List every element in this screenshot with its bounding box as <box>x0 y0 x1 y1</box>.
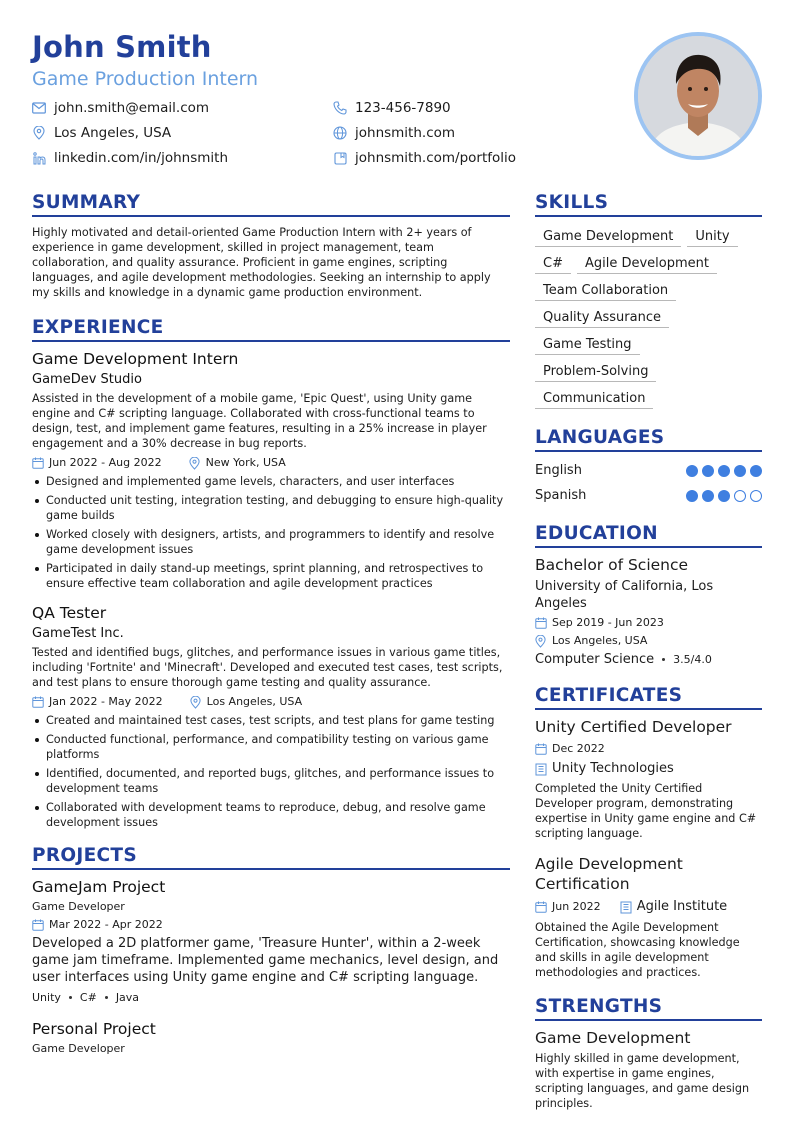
level-dot-filled <box>686 465 698 477</box>
education-field: Computer Science <box>535 652 655 667</box>
candidate-name: John Smith <box>32 30 212 64</box>
portfolio-text: johnsmith.com/portfolio <box>355 150 517 166</box>
education-location-row <box>535 634 762 647</box>
job-bullet: Identified, documented, and reported bugs, glitches, and performance issues to development teams <box>32 766 510 796</box>
calendar-icon <box>535 617 547 629</box>
job-bullets <box>32 474 510 591</box>
contact-website[interactable] <box>333 125 455 141</box>
calendar-icon <box>32 919 44 931</box>
level-dot-filled <box>686 490 698 502</box>
language-row <box>535 483 762 508</box>
phone-text: 123-456-7890 <box>355 100 451 116</box>
strength-item <box>535 1029 762 1111</box>
certificate-date: Jun 2022 <box>552 900 601 913</box>
profile-photo <box>634 32 762 160</box>
skills-list <box>535 225 762 414</box>
location-pin-icon <box>190 696 202 708</box>
language-name: Spanish <box>535 488 587 503</box>
linkedin-icon <box>32 151 46 165</box>
language-level <box>686 465 762 477</box>
education-dates: Sep 2019 - Jun 2023 <box>552 616 664 629</box>
candidate-role: Game Production Intern <box>32 68 259 90</box>
level-dot-filled <box>718 465 730 477</box>
experience-item <box>32 604 510 830</box>
languages-heading: LANGUAGES <box>535 427 762 452</box>
contact-email[interactable] <box>32 100 209 116</box>
job-bullet: Conducted unit testing, integration testing, and debugging to ensure high-quality game builds <box>32 493 510 523</box>
certificate-title: Unity Certified Developer <box>535 718 732 736</box>
language-level <box>686 490 762 502</box>
skill-tag: Problem-Solving <box>535 364 656 382</box>
project-tag: Unity <box>32 991 61 1004</box>
languages-list <box>535 458 762 508</box>
project-item <box>32 878 510 1004</box>
job-bullet: Participated in daily stand-up meetings, sprint planning, and retrospectives to ensure effective team collaboration and agile development practices <box>32 561 510 591</box>
left-column <box>32 192 510 1055</box>
level-dot-filled <box>750 465 762 477</box>
certificate-date: Dec 2022 <box>552 742 605 755</box>
globe-icon <box>333 126 347 140</box>
project-meta <box>32 918 510 931</box>
certificate-issuer-row <box>535 761 762 776</box>
experience-heading: EXPERIENCE <box>32 317 510 342</box>
projects-heading: PROJECTS <box>32 845 510 870</box>
education-heading: EDUCATION <box>535 523 762 548</box>
certificates-heading: CERTIFICATES <box>535 685 762 710</box>
project-tags <box>32 991 510 1004</box>
company-name: GameDev Studio <box>32 372 142 387</box>
level-dot-filled <box>702 490 714 502</box>
website-text: johnsmith.com <box>355 125 456 141</box>
level-dot-empty <box>734 490 746 502</box>
job-location: New York, USA <box>205 456 286 469</box>
job-title: Game Development Intern <box>32 350 239 368</box>
education-location: Los Angeles, USA <box>552 634 648 647</box>
location-pin-icon <box>32 126 46 140</box>
contact-portfolio[interactable] <box>333 150 516 166</box>
contact-phone[interactable] <box>333 100 451 116</box>
certificate-item <box>535 718 762 841</box>
job-description: Tested and identified bugs, glitches, and performance issues in various game titles, including 'Fortnite' and 'Minecraft'. Developed and executed test cases, test scripts, and test plans to ensure thorough game testing and quality assurance. <box>32 646 503 689</box>
location-pin-icon <box>189 457 201 469</box>
tag-separator <box>69 996 72 999</box>
strength-title: Game Development <box>535 1029 691 1047</box>
language-name: English <box>535 463 582 478</box>
education-dates-row <box>535 616 762 629</box>
job-title: QA Tester <box>32 604 107 622</box>
project-dates: Mar 2022 - Apr 2022 <box>49 918 163 931</box>
certificate-item <box>535 854 762 980</box>
school: University of California, Los Angeles <box>535 579 714 611</box>
project-tag: Java <box>115 991 140 1004</box>
field-separator <box>662 658 665 661</box>
email-text: john.smith@email.com <box>54 100 210 116</box>
language-row <box>535 458 762 483</box>
calendar-icon <box>32 696 44 708</box>
job-location: Los Angeles, USA <box>206 695 303 708</box>
project-title: GameJam Project <box>32 878 166 896</box>
job-dates: Jun 2022 - Aug 2022 <box>49 456 162 469</box>
project-role: Game Developer <box>32 1042 125 1055</box>
project-tag: C# <box>79 991 97 1004</box>
phone-icon <box>333 101 347 115</box>
calendar-icon <box>32 457 44 469</box>
level-dot-filled <box>734 465 746 477</box>
job-dates: Jan 2022 - May 2022 <box>49 695 163 708</box>
calendar-icon <box>535 743 547 755</box>
job-bullet: Collaborated with development teams to reproduce, debug, and resolve game development issues <box>32 800 510 830</box>
level-dot-empty <box>750 490 762 502</box>
certificate-date-row <box>535 742 762 755</box>
location-pin-icon <box>535 635 547 647</box>
certificate-issuer: Unity Technologies <box>552 761 674 776</box>
job-bullet: Created and maintained test cases, test scripts, and test plans for game testing <box>32 713 510 728</box>
summary-text: Highly motivated and detail-oriented Game Production Intern with 2+ years of experience in game development, skilled in project management, team collaboration, and quality assurance. Proficient in game engines, scripting languages, and agile development methodologies. Seeking an internship to apply my skills and knowledge in a dynamic game production environment. <box>32 226 491 299</box>
job-meta <box>32 695 510 708</box>
education-field-row <box>535 652 762 667</box>
linkedin-text: linkedin.com/in/johnsmith <box>54 150 229 166</box>
skill-tag: Game Testing <box>535 337 640 355</box>
degree: Bachelor of Science <box>535 556 689 574</box>
level-dot-filled <box>718 490 730 502</box>
job-bullet: Worked closely with designers, artists, and programmers to identify and resolve game development issues <box>32 527 510 557</box>
job-bullet: Conducted functional, performance, and compatibility testing on various game platforms <box>32 732 510 762</box>
skill-tag: Quality Assurance <box>535 310 669 328</box>
project-title: Personal Project <box>32 1020 156 1038</box>
certificate-issuer: Agile Institute <box>636 899 728 914</box>
education-gpa: 3.5/4.0 <box>673 653 712 666</box>
certificate-description: Obtained the Agile Development Certification, showcasing knowledge and skills in agile development methodologies and practices. <box>535 921 740 979</box>
strength-description: Highly skilled in game development, with expertise in game engines, scripting languages, and game design principles. <box>535 1052 750 1110</box>
summary-heading: SUMMARY <box>32 192 510 217</box>
job-bullet: Designed and implemented game levels, characters, and user interfaces <box>32 474 510 489</box>
skill-tag: C# <box>535 256 571 274</box>
skill-tag: Game Development <box>535 229 681 247</box>
project-role: Game Developer <box>32 900 125 913</box>
job-meta <box>32 456 510 469</box>
strengths-heading: STRENGTHS <box>535 996 762 1021</box>
contact-location <box>32 125 171 141</box>
skill-tag: Agile Development <box>577 256 717 274</box>
project-description: Developed a 2D platformer game, 'Treasure Hunter', within a 2-week game jam timeframe. Implemented game mechanics, level design, and user interfaces using Unity game engine and C# scripting language. <box>32 936 499 985</box>
contact-linkedin[interactable] <box>32 150 228 166</box>
job-bullets <box>32 713 510 830</box>
experience-item <box>32 350 510 591</box>
certificate-description: Completed the Unity Certified Developer program, demonstrating expertise in Unity game engine and C# scripting language. <box>535 782 757 840</box>
envelope-icon <box>32 101 46 115</box>
skill-tag: Communication <box>535 391 653 409</box>
certificate-title: Agile Development Certification <box>535 855 683 893</box>
resume-header <box>32 30 762 170</box>
company-name: GameTest Inc. <box>32 626 124 641</box>
level-dot-filled <box>702 465 714 477</box>
skill-tag: Team Collaboration <box>535 283 676 301</box>
calendar-icon <box>535 901 547 913</box>
job-description: Assisted in the development of a mobile game, 'Epic Quest', using Unity game engine and C# scripting language. Collaborated with cross-functional teams to design, test, and implement game features, resulting in a 25% increase in player engagement and a 30% decrease in bug reports. <box>32 392 487 450</box>
skills-heading: SKILLS <box>535 192 762 217</box>
skill-tag: Unity <box>687 229 737 247</box>
location-text: Los Angeles, USA <box>54 125 172 141</box>
building-icon <box>620 901 632 913</box>
project-item <box>32 1020 510 1055</box>
certificate-meta-row <box>535 899 762 914</box>
right-column <box>535 192 762 1111</box>
portfolio-icon <box>333 151 347 165</box>
building-icon <box>535 763 547 775</box>
education-item <box>535 556 762 667</box>
tag-separator <box>105 996 108 999</box>
